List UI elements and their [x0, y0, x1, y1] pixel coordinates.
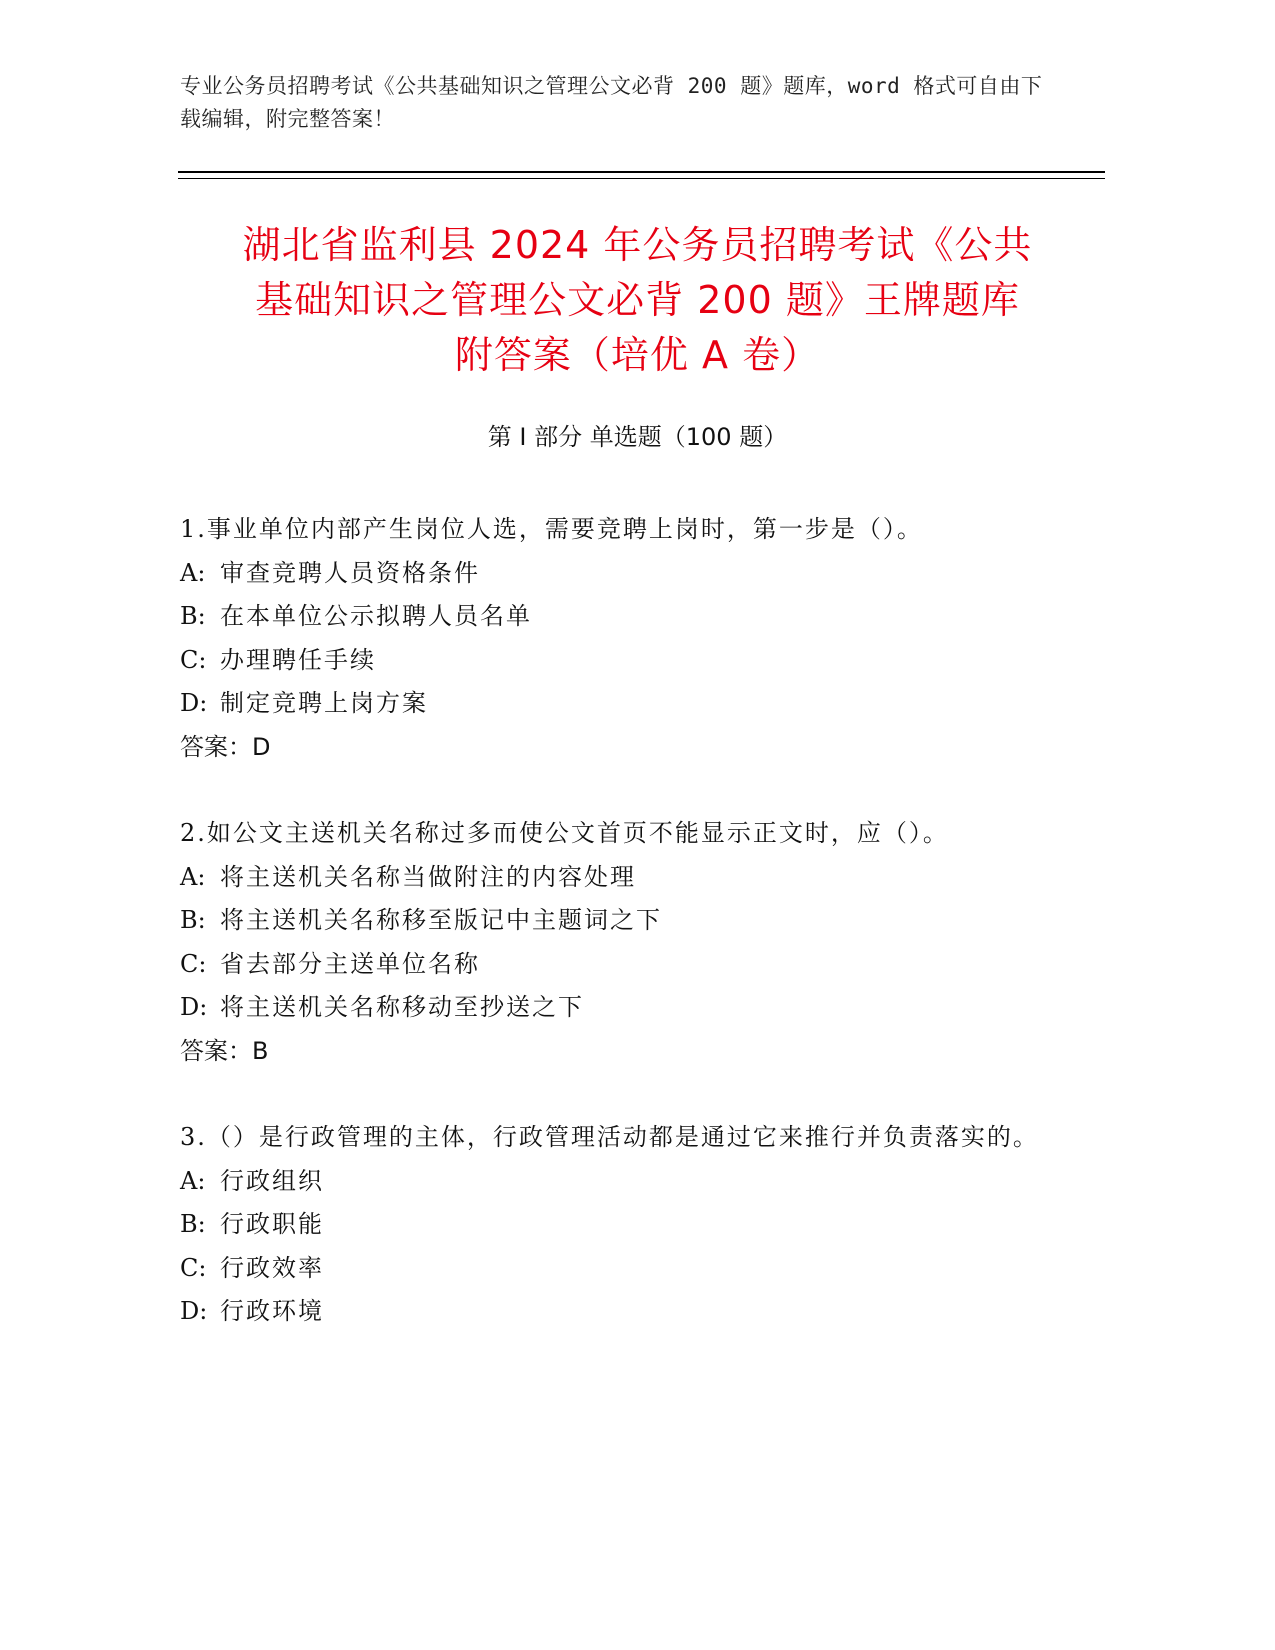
option-a [180, 856, 1040, 900]
option-key: C: [180, 1253, 207, 1282]
title-line-3: 附答案（培优 A 卷） [454, 333, 821, 377]
option-key: D: [180, 993, 208, 1021]
answer-line: 答案：D [180, 732, 271, 761]
option-text: 制定竞聘上岗方案 [220, 689, 428, 717]
question-stem: 2.如公文主送机关名称过多而使公文首页不能显示正文时，应（）。 [180, 819, 949, 847]
option-text: 行政职能 [220, 1210, 324, 1238]
option-b [180, 1203, 1040, 1247]
option-text: 将主送机关名称移动至抄送之下 [220, 993, 584, 1021]
title-line-1: 湖北省监利县 2024 年公务员招聘考试《公共 [242, 223, 1033, 267]
question-item [180, 812, 1040, 1073]
option-text: 审查竞聘人员资格条件 [220, 558, 480, 587]
option-b [180, 899, 1040, 943]
option-c [180, 639, 1040, 683]
answer-line: 答案：B [180, 1036, 269, 1065]
option-key: A: [180, 1166, 206, 1195]
document-title [140, 218, 1135, 383]
header-note: 专业公务员招聘考试《公共基础知识之管理公文必背 200 题》题库，word 格式可自由下载编辑，附完整答案！ [180, 74, 1043, 131]
option-a [180, 1160, 1040, 1204]
title-line-2: 基础知识之管理公文必背 200 题》王牌题库 [255, 278, 1020, 322]
option-key: D: [180, 1297, 208, 1325]
option-key: A: [180, 558, 206, 587]
option-text: 将主送机关名称移至版记中主题词之下 [220, 906, 662, 934]
question-stem: 3.（）是行政管理的主体，行政管理活动都是通过它来推行并负责落实的。 [180, 1123, 1039, 1151]
option-key: C: [180, 645, 207, 674]
option-text: 行政效率 [220, 1253, 324, 1282]
option-b [180, 595, 1040, 639]
header-divider-thick [178, 171, 1105, 173]
option-text: 将主送机关名称当做附注的内容处理 [220, 862, 636, 891]
option-key: B: [180, 906, 206, 934]
option-text: 办理聘任手续 [220, 645, 376, 674]
header-divider-thin [178, 178, 1105, 179]
option-key: C: [180, 949, 207, 978]
option-d [180, 682, 1040, 726]
option-text: 省去部分主送单位名称 [220, 949, 480, 978]
question-stem: 1.事业单位内部产生岗位人选，需要竞聘上岗时，第一步是（）。 [180, 515, 923, 543]
option-text: 在本单位公示拟聘人员名单 [220, 602, 532, 630]
question-list [180, 508, 1040, 1377]
option-d [180, 1290, 1040, 1334]
option-key: B: [180, 1210, 206, 1238]
option-a [180, 552, 1040, 596]
section-title: 第 I 部分 单选题（100 题） [487, 423, 788, 451]
option-text: 行政组织 [220, 1166, 324, 1195]
question-item [180, 508, 1040, 769]
option-key: A: [180, 862, 206, 891]
option-c [180, 1247, 1040, 1291]
option-key: D: [180, 689, 208, 717]
option-key: B: [180, 602, 206, 630]
question-item [180, 1116, 1040, 1334]
option-c [180, 943, 1040, 987]
option-text: 行政环境 [220, 1297, 324, 1325]
option-d [180, 986, 1040, 1030]
